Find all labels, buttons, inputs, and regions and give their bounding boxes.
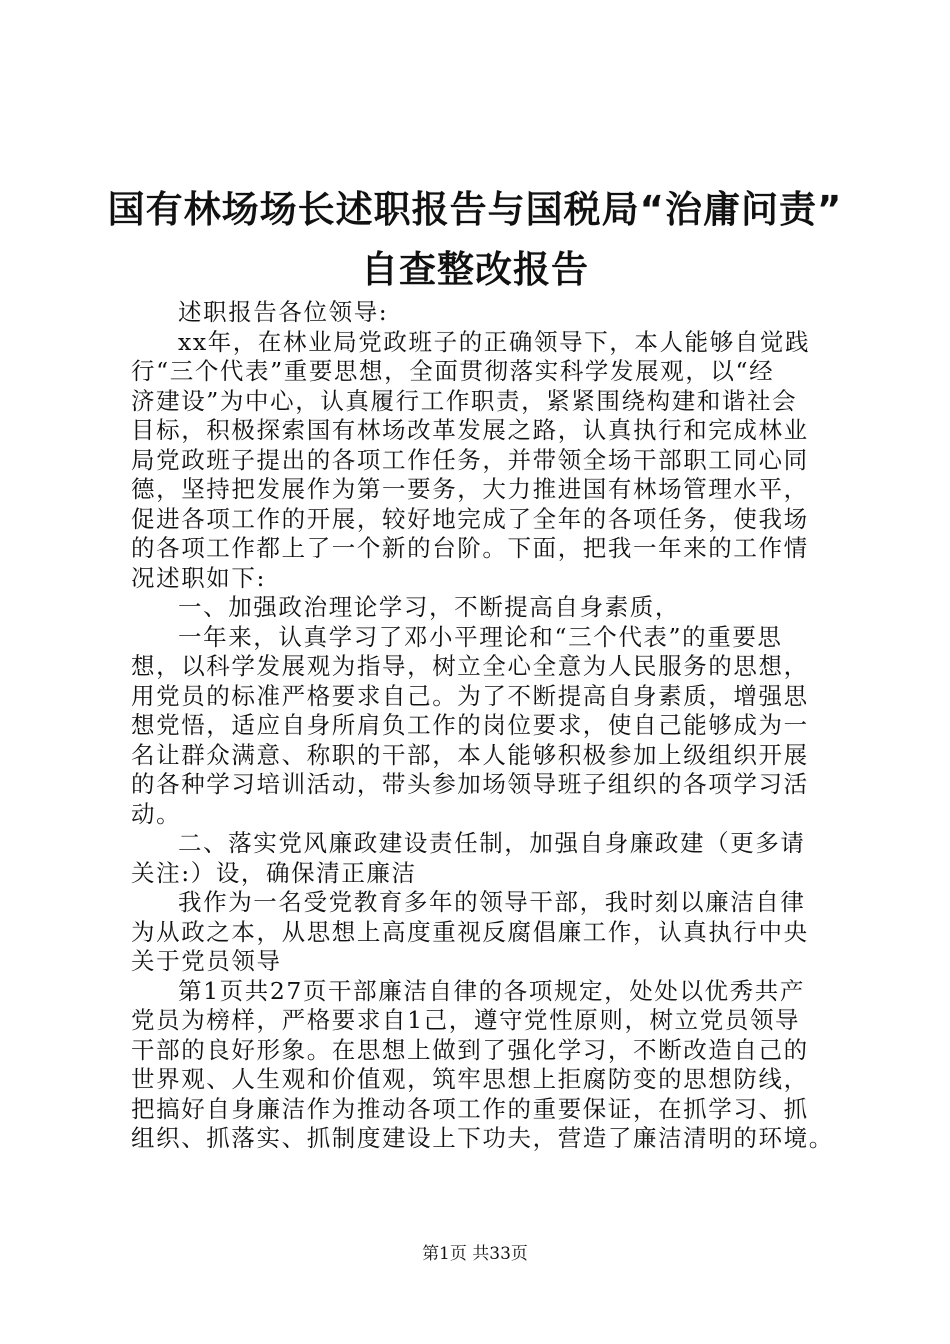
body-line: 济建设”为中心，认真履行工作职责，紧紧围绕构建和谐社会 [131,386,798,415]
body-line: 组织、抓落实、抓制度建设上下功夫，营造了廉洁清明的环境。 [131,1124,834,1152]
document-title-line-2: 自查整改报告 [361,248,589,291]
body-line: 目标，积极探索国有林场改革发展之路，认真执行和完成林业 [131,416,809,444]
body-line: 促进各项工作的开展，较好地完成了全年的各项任务，使我场 [131,504,809,533]
body-line: 一、加强政治理论学习，不断提高自身素质， [178,593,680,621]
body-line: 干部的良好形象。在思想上做到了强化学习，不断改造自己的 [131,1035,809,1064]
body-line: 一年来，认真学习了邓小平理论和“三个代表”的重要思 [178,622,783,651]
body-line: 第1页共27页干部廉洁自律的各项规定，处处以优秀共产 [178,976,805,1005]
body-line: xx年，在林业局党政班子的正确领导下，本人能够自觉践 [178,327,811,356]
body-line: 关于党员领导 [131,947,282,975]
body-line: 局党政班子提出的各项工作任务，并带领全场干部职工同心同 [131,445,809,474]
body-line: 党员为榜样，严格要求自1己，遵守党性原则，树立党员领导 [131,1006,801,1034]
body-line: 的各种学习培训活动，带头参加场领导班子组织的各项学习活 [131,770,809,798]
body-line: 我作为一名受党教育多年的领导干部，我时刻以廉洁自律 [178,888,806,916]
body-line: 名让群众满意、称职的干部，本人能够积极参加上级组织开展 [131,740,809,769]
body-line: 况述职如下: [131,563,267,592]
document-title-line-1: 国有林场场长述职报告与国税局“治庸问责” [107,188,843,231]
body-line: 想，以科学发展观为指导，树立全心全意为人民服务的思想， [131,652,809,680]
document-body [131,298,834,1154]
body-line: 把搞好自身廉洁作为推动各项工作的重要保证，在抓学习、抓 [131,1094,809,1123]
body-line: 想党悟，适应自身所肩负工作的岗位要求，使自己能够成为一 [131,711,809,739]
body-line: 二、落实党风廉政建设责任制，加强自身廉政建（更多请 [178,829,806,857]
body-line: 动。 [131,799,182,828]
body-line: 行“三个代表”重要思想，全面贯彻落实科学发展观，以“经 [131,357,775,385]
page-number-footer: 第1页 共33页 [422,1244,528,1264]
body-line: 用党员的标准严格要求自己。为了不断提高自身素质，增强思 [131,681,809,710]
body-line: 关注:）设，确保清正廉洁 [131,858,417,887]
body-line: 德，坚持把发展作为第一要务，大力推进国有林场管理水平， [131,475,809,503]
body-line: 的各项工作都上了一个新的台阶。下面，把我一年来的工作情 [131,534,809,562]
body-line: 述职报告各位领导: [178,298,389,326]
body-line: 为从政之本，从思想上高度重视反腐倡廉工作，认真执行中央 [131,917,809,946]
body-line: 世界观、人生观和价值观，筑牢思想上拒腐防变的思想防线， [131,1065,809,1093]
